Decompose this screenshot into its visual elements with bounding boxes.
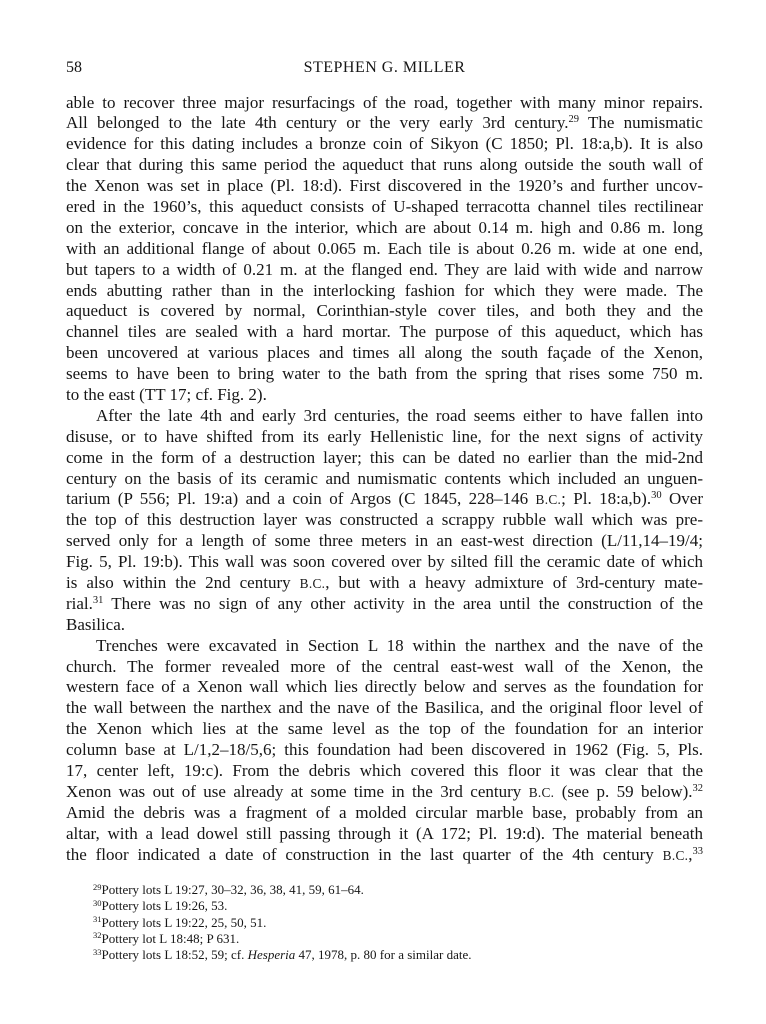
footnote: [93, 882, 693, 898]
footnote-number: 31: [93, 914, 102, 924]
text-segment: the floor indicated a date of construction in the last quarter of the 4th century: [66, 844, 663, 864]
text-line: 17, center left, 19:c). From the debris which covered this floor it was clear that the: [66, 761, 703, 780]
text-line: ends abutting rather than in the interlocking fashion for which they were made. The: [66, 280, 703, 300]
text-line: on the exterior, concave in the interior, which are about 0.14 m. high and 0.86 m. long: [66, 217, 703, 237]
footnote-number: 33: [93, 946, 102, 957]
text-line: altar, with a lead dowel still passing through it (A 172; Pl. 19:d). The material beneath: [66, 823, 703, 843]
paragraph: [66, 93, 703, 406]
text-line: able to recover three major resurfacings of the road, together with many minor repairs.: [66, 92, 703, 112]
running-head: STEPHEN G. MILLER: [303, 59, 466, 76]
footnote-number: 29: [93, 881, 102, 892]
footnote: [93, 931, 693, 947]
text-line: the top of this destruction layer was constructed a scrappy rubble wall which was pre-: [66, 510, 703, 530]
footnote-number: 32: [93, 930, 102, 941]
journal-title: Hesperia: [247, 947, 296, 962]
text-line: the Xenon which lies at the same level as the top of the foundation for an interior: [66, 719, 703, 739]
footnote-reference: 33: [692, 845, 703, 857]
small-caps-abbreviation: B.C.: [299, 575, 326, 591]
footnote-text: Pottery lot L 18:48; P 631.: [101, 930, 240, 946]
text-line: church. The former revealed more of the central east-west wall of the Xenon, the: [66, 656, 703, 676]
text-line: Amid the debris was a fragment of a molded circular marble base, probably from an: [66, 802, 703, 822]
text-line: the wall between the narthex and the nave of the Basilica, and the original floor level of: [66, 698, 703, 718]
footnote-reference: 32: [692, 782, 703, 794]
footnote: [93, 947, 693, 963]
text-line: Fig. 5, Pl. 19:b). This wall was soon covered over by silted fill the ceramic date of which: [66, 552, 703, 572]
footnote-reference: 29: [568, 114, 579, 126]
text-line: disuse, or to have shifted from its early Hellenistic line, for the next signs of activity: [66, 426, 703, 446]
paragraph: [66, 636, 703, 866]
footnote-text: Pottery lots L 18:52, 59; cf.: [101, 947, 248, 962]
text-segment: All belonged to the late 4th century or the very early 3rd century.: [66, 113, 569, 133]
text-line: [66, 489, 703, 510]
text-line: channel tiles are sealed with a hard mortar. The purpose of this aqueduct, which has: [66, 322, 703, 342]
page-header: [66, 58, 703, 78]
text-segment: Over: [661, 489, 703, 509]
text-line: [66, 782, 703, 803]
text-segment: (see p. 59 below).: [554, 781, 693, 801]
footnote: [93, 915, 693, 931]
text-line: [66, 113, 703, 134]
footnote-reference: 30: [651, 490, 662, 502]
text-line: with an additional flange of about 0.065 m. Each tile is about 0.26 m. wide at one end,: [66, 238, 703, 258]
text-segment: Xenon was out of use already at some time in the 3rd century: [66, 781, 529, 801]
text-line: clear that during this same period the aqueduct that runs along outside the south wall of: [66, 155, 703, 175]
text-line: [66, 594, 703, 615]
page-number: 58: [66, 59, 82, 76]
text-line: been uncovered at various places and times all along the south façade of the Xenon,: [66, 343, 703, 363]
footnote-number: 30: [93, 897, 102, 908]
text-line: After the late 4th and early 3rd centuries, the road seems either to have fallen into: [96, 405, 703, 425]
footnote-text: Pottery lots L 19:27, 30–32, 36, 38, 41, 59, 61–64.: [101, 882, 364, 897]
body-text: [66, 93, 703, 866]
text-line: but tapers to a width of 0.21 m. at the flanged end. They are laid with wide and narrow: [66, 259, 703, 279]
text-segment: , but with a heavy admixture of 3rd-century mate-: [325, 572, 703, 592]
text-line: century on the basis of its ceramic and numismatic contents which included an unguen-: [66, 468, 703, 488]
text-segment: ,: [688, 844, 693, 864]
text-line: seems to have been to bring water to the bath from the spring that rises some 750 m.: [66, 364, 703, 384]
small-caps-abbreviation: B.C.: [662, 847, 689, 863]
text-line: the Xenon was set in place (Pl. 18:d). First discovered in the 1920’s and further uncov-: [66, 176, 703, 196]
footnote-text: Pottery lots L 19:26, 53.: [101, 898, 228, 914]
text-segment: tarium (P 556; Pl. 19:a) and a coin of Argos (C 1845, 228–146: [66, 489, 536, 509]
text-line: ered in the 1960’s, this aqueduct consists of U-shaped terracotta channel tiles rectilinear: [66, 196, 703, 216]
text-line: column base at L/1,2–18/5,6; this foundation had been discovered in 1962 (Fig. 5, Pls.: [66, 740, 703, 760]
text-line: Basilica.: [66, 614, 126, 634]
paragraph: [66, 406, 703, 636]
text-segment: is also within the 2nd century: [66, 572, 300, 592]
text-segment: ; Pl. 18:a,b).: [561, 489, 652, 509]
small-caps-abbreviation: B.C.: [535, 492, 562, 508]
footnote-reference: 31: [92, 594, 104, 606]
footnote: [93, 898, 693, 914]
text-line: Trenches were excavated in Section L 18 within the narthex and the nave of the: [96, 635, 703, 655]
text-segment: The numismatic: [578, 113, 703, 133]
text-line: come in the form of a destruction layer; this can be dated no earlier than the mid-2nd: [66, 447, 703, 467]
text-line: western face of a Xenon wall which lies directly below and serves as the foundation for: [66, 677, 703, 697]
text-line: to the east (TT 17; cf. Fig. 2).: [66, 384, 267, 404]
footnotes: [93, 882, 693, 963]
text-line: evidence for this dating includes a bronze coin of Sikyon (C 1850; Pl. 18:a,b). It is also: [66, 134, 703, 154]
small-caps-abbreviation: B.C.: [528, 784, 555, 800]
text-segment: rial.: [66, 593, 93, 613]
text-segment: There was no sign of any other activity in the area until the construction of the: [103, 593, 703, 613]
text-line: [66, 845, 703, 866]
text-line: served only for a length of some three meters in an east-west direction (L/11,14–19/4;: [66, 531, 703, 551]
text-line: [66, 573, 703, 594]
text-line: aqueduct is covered by normal, Corinthian-style cover tiles, and both they and the: [66, 301, 703, 321]
footnote-text: Pottery lots L 19:22, 25, 50, 51.: [101, 914, 267, 930]
footnote-text: 47, 1978, p. 80 for a similar date.: [295, 947, 472, 962]
